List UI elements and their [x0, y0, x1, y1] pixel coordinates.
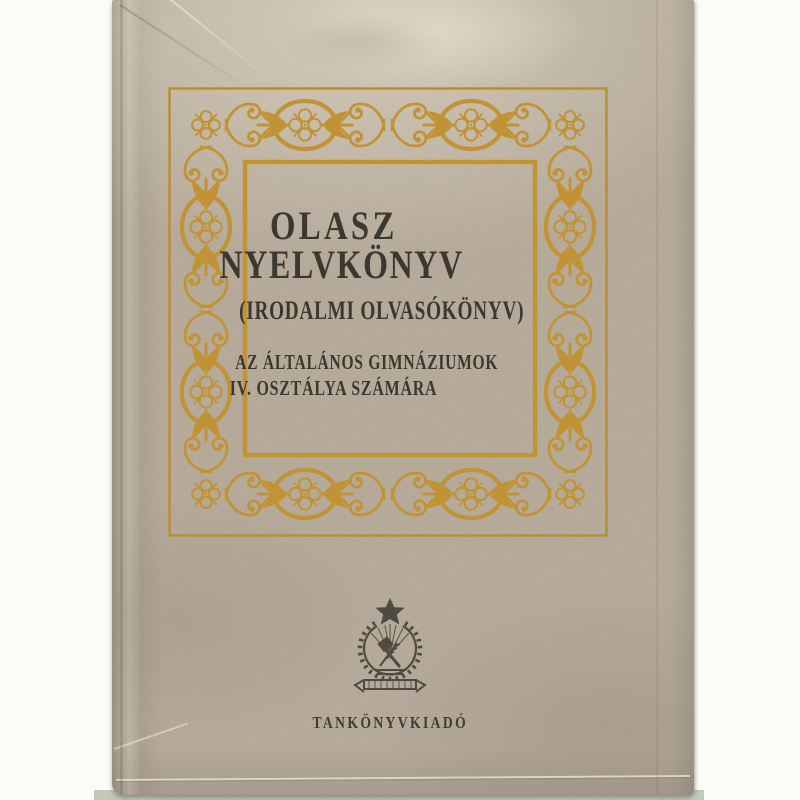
crease-right-edge — [656, 0, 658, 795]
publisher-name — [112, 714, 668, 731]
book-title-line2-text: NYELVKÖNYV — [219, 242, 464, 287]
crease-bottom — [116, 775, 690, 781]
audience-line2-text: IV. OSZTÁLYA SZÁMÁRA — [230, 376, 438, 400]
audience-line2 — [189, 378, 479, 399]
book-cover — [112, 0, 694, 795]
book-subtitle-text: (IRODALMI OLVASÓKÖNYV) — [239, 296, 525, 325]
hungarian-coat-of-arms-icon — [344, 596, 436, 708]
book-title-line1-text: OLASZ — [270, 203, 398, 248]
spine-fold — [120, 0, 123, 795]
publisher-name-text: TANKÖNYVKIADÓ — [312, 713, 468, 732]
book-title-line1 — [189, 203, 479, 248]
book-subtitle — [189, 296, 525, 325]
crease-top-left-highlight — [169, 0, 271, 82]
audience-line1-text: AZ ÁLTALÁNOS GIMNÁZIUMOK — [235, 350, 499, 374]
book-title-line2 — [189, 242, 479, 287]
crease-top-left — [119, 4, 254, 93]
audience-line1 — [189, 350, 499, 374]
paper-stain — [282, 14, 442, 70]
